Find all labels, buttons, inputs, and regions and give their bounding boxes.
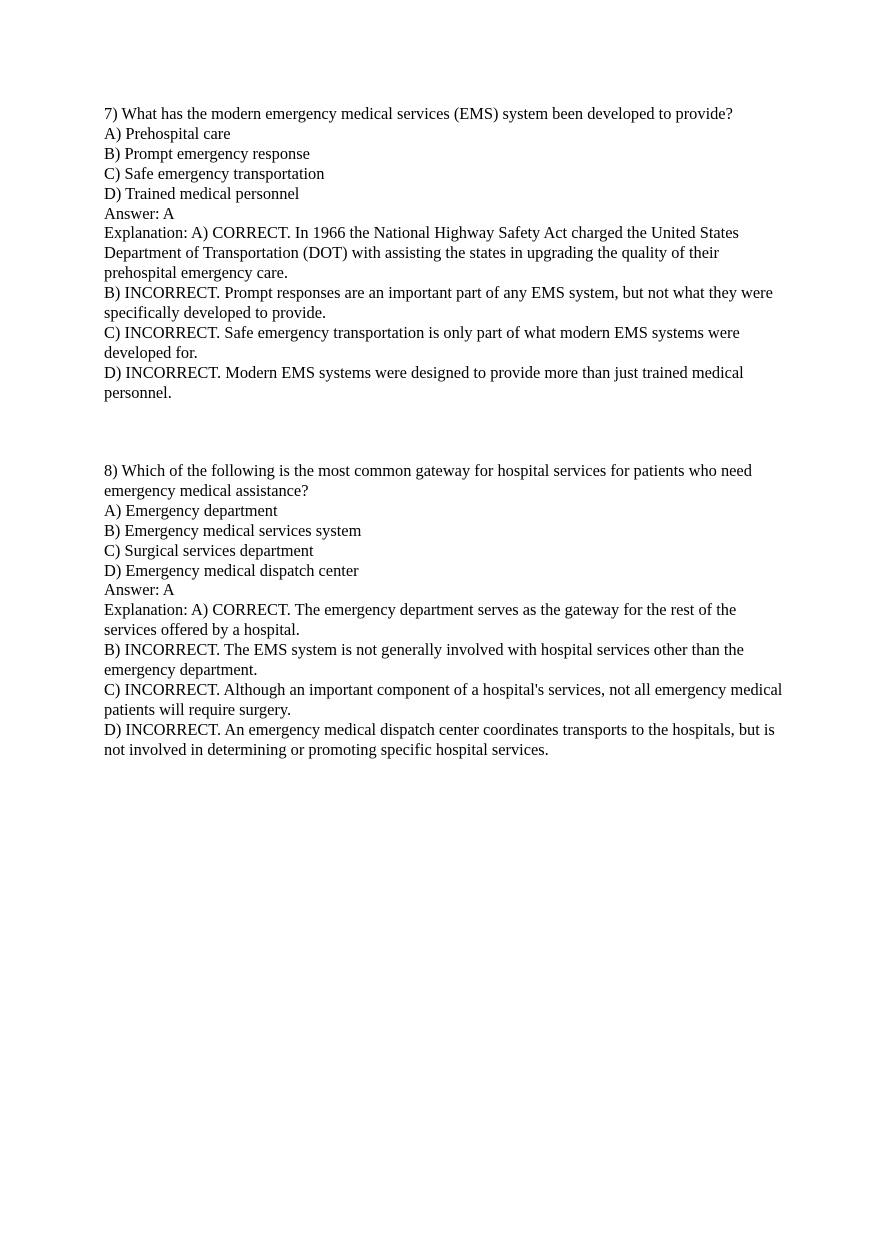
explanation-b: B) INCORRECT. The EMS system is not generally involved with hospital services other than the emergency department. [104,640,744,680]
answer-option-c: C) Safe emergency transportation [104,163,325,183]
answer-option-b: B) Emergency medical services system [104,520,362,540]
answer-option-c: C) Surgical services department [104,540,314,560]
explanation-a: Explanation: A) CORRECT. In 1966 the National Highway Safety Act charged the United States Department of Transportation (DOT) with assisting the states in upgrading the quality of their prehospital emergency care. [104,223,739,283]
explanation-d: D) INCORRECT. An emergency medical dispatch center coordinates transports to the hospitals, but is not involved in determining or promoting specific hospital services. [104,719,775,759]
explanation-b: B) INCORRECT. Prompt responses are an important part of any EMS system, but not what they were specifically developed to provide. [104,283,773,323]
question-8 [104,461,784,760]
question-stem: 7) What has the modern emergency medical services (EMS) system been developed to provide? [104,104,733,123]
answer-option-d: D) Trained medical personnel [104,183,300,203]
explanation-c: C) INCORRECT. Although an important component of a hospital's services, not all emergency medical patients will require surgery. [104,679,783,719]
answer-option-d: D) Emergency medical dispatch center [104,560,359,580]
explanation-c: C) INCORRECT. Safe emergency transportation is only part of what modern EMS systems were developed for. [104,322,740,362]
correct-answer: Answer: A [104,580,175,600]
answer-option-a: A) Prehospital care [104,123,231,143]
answer-option-a: A) Emergency department [104,500,278,520]
explanation-d: D) INCORRECT. Modern EMS systems were designed to provide more than just trained medical personnel. [104,362,744,402]
explanation-a: Explanation: A) CORRECT. The emergency department serves as the gateway for the rest of the services offered by a hospital. [104,600,737,640]
answer-option-b: B) Prompt emergency response [104,143,310,163]
question-7 [104,104,784,403]
correct-answer: Answer: A [104,203,175,223]
question-stem: 8) Which of the following is the most common gateway for hospital services for patients who need emergency medical assistance? [104,461,752,500]
